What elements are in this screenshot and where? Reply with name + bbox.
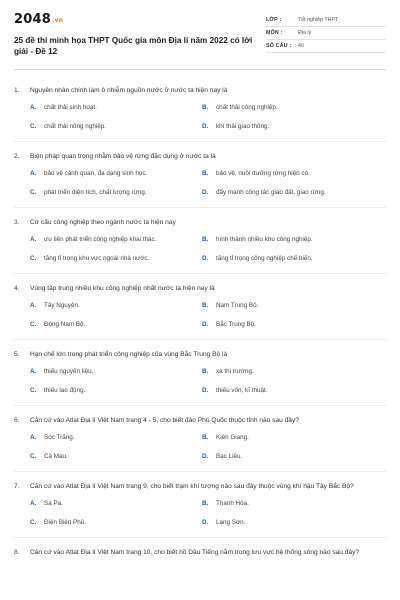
answer-option[interactable]: [30, 188, 202, 197]
question-number: 7.: [14, 483, 20, 490]
question-divider: [14, 141, 386, 142]
answer-option[interactable]: [30, 301, 202, 310]
question-number: 6.: [14, 417, 20, 424]
question-divider: [14, 471, 386, 472]
option-text: tăng tỉ trọng khu vực ngoài nhà nước.: [44, 255, 150, 262]
option-text: Lạng Sơn.: [216, 519, 246, 526]
question-divider: [14, 207, 386, 208]
option-text: Sóc Trăng.: [44, 434, 75, 441]
option-letter: A.: [30, 170, 37, 177]
option-letter: B.: [202, 104, 209, 111]
meta-table: [266, 14, 386, 69]
question-item: [14, 218, 386, 274]
answer-options: [14, 103, 386, 131]
option-text: thiếu vốn, kĩ thuật.: [216, 387, 268, 394]
answer-option[interactable]: [202, 169, 374, 178]
option-letter: C.: [30, 387, 37, 394]
meta-label: SỐ CÂU :: [266, 43, 292, 49]
option-text: Kiên Giang.: [216, 434, 249, 441]
meta-value: Tốt nghiệp THPT: [298, 17, 339, 23]
meta-label: LỚP :: [266, 17, 282, 23]
answer-option[interactable]: [30, 367, 202, 376]
logo-text: 2048: [14, 12, 51, 27]
option-text: đẩy mạnh công tác giao đất, giao rừng.: [216, 189, 326, 196]
answer-option[interactable]: [202, 433, 374, 442]
question-divider: [14, 339, 386, 340]
question-item: [14, 86, 386, 142]
option-letter: B.: [202, 500, 209, 507]
answer-option[interactable]: [202, 320, 374, 329]
option-letter: A.: [30, 368, 37, 375]
answer-options: [14, 235, 386, 263]
header-left: [14, 12, 264, 69]
option-text: chất thải sinh hoạt.: [44, 104, 97, 111]
question-text: Vùng tập trung nhiều khu công nghiệp nhất nước ta hiện nay là: [30, 285, 215, 292]
option-letter: A.: [30, 500, 37, 507]
option-letter: C.: [30, 189, 37, 196]
question-item: [14, 416, 386, 472]
page-header: [14, 0, 386, 70]
option-text: bảo vệ, nuôi dưỡng rừng hiện có.: [216, 170, 310, 177]
option-text: thiếu nguyên liệu.: [44, 368, 94, 375]
answer-options: [14, 433, 386, 461]
answer-option[interactable]: [202, 122, 374, 131]
answer-options: [14, 367, 386, 395]
question-item: [14, 548, 386, 558]
question-stem: [14, 152, 386, 162]
meta-value: 40: [298, 43, 304, 49]
question-text: Cơ cấu công nghiệp theo ngành nước ta hiện nay: [30, 219, 176, 226]
question-stem: [14, 86, 386, 96]
option-text: Điện Biên Phủ.: [44, 519, 87, 526]
answer-option[interactable]: [202, 452, 374, 461]
answer-option[interactable]: [202, 235, 374, 244]
option-letter: D.: [202, 387, 209, 394]
question-number: 4.: [14, 285, 20, 292]
answer-option[interactable]: [202, 386, 374, 395]
question-item: [14, 284, 386, 340]
answer-option[interactable]: [30, 254, 202, 263]
document-title: 25 đề thi minh họa THPT Quốc gia môn Địa lí năm 2022 có lời giải - Đề 12: [14, 36, 253, 56]
question-number: 3.: [14, 219, 20, 226]
option-letter: A.: [30, 236, 37, 243]
logo-suffix: .vn: [51, 17, 64, 24]
question-stem: [14, 350, 386, 360]
option-letter: A.: [30, 104, 37, 111]
option-text: Đông Nam Bộ.: [44, 321, 86, 328]
option-letter: B.: [202, 302, 209, 309]
meta-row: [266, 27, 386, 40]
option-letter: B.: [202, 368, 209, 375]
question-divider: [14, 537, 386, 538]
answer-options: [14, 169, 386, 197]
option-letter: B.: [202, 170, 209, 177]
meta-value: Địa lý: [298, 30, 312, 36]
question-number: 8.: [14, 549, 20, 556]
option-letter: C.: [30, 453, 37, 460]
answer-option[interactable]: [30, 235, 202, 244]
answer-option[interactable]: [30, 386, 202, 395]
answer-option[interactable]: [202, 518, 374, 527]
answer-option[interactable]: [202, 367, 374, 376]
answer-options: [14, 499, 386, 527]
answer-option[interactable]: [202, 254, 374, 263]
question-item: [14, 482, 386, 538]
option-letter: D.: [202, 189, 209, 196]
option-text: xa thị trường.: [216, 368, 254, 375]
option-text: phát triển diện tích, chất lượng rừng.: [44, 189, 147, 196]
option-text: chất thải công nghiệp.: [216, 104, 278, 111]
site-logo[interactable]: [14, 12, 264, 27]
answer-option[interactable]: [202, 188, 374, 197]
question-list: [14, 70, 386, 558]
answer-option[interactable]: [30, 103, 202, 112]
question-text: Căn cứ vào Atlat Địa lí Việt Nam trang 9, cho biết trạm khí tượng nào sau đây thuộc vùng khí hậu Tây Bắc Bộ?: [30, 483, 354, 490]
option-letter: A.: [30, 434, 37, 441]
question-stem: [14, 482, 386, 492]
question-text: Căn cứ vào Atlat Địa lí Việt Nam trang 10, cho biết hồ Dầu Tiếng nằm trong lưu vực hệ thống sông nào sau đây?: [30, 549, 360, 556]
question-text: Hạn chế lớn trong phát triển công nghiệp của vùng Bắc Trung Bộ là: [30, 351, 228, 358]
option-letter: D.: [202, 519, 209, 526]
option-letter: B.: [202, 236, 209, 243]
option-letter: D.: [202, 255, 209, 262]
question-number: 2.: [14, 153, 20, 160]
option-text: Nam Trung Bộ.: [216, 302, 259, 309]
option-letter: C.: [30, 321, 37, 328]
option-text: Cà Mau.: [44, 453, 68, 460]
option-text: hình thành nhiều khu công nghiệp.: [216, 236, 313, 243]
option-text: ưu tiên phát triển công nghiệp khai thác.: [44, 236, 157, 243]
option-letter: C.: [30, 123, 37, 130]
question-item: [14, 350, 386, 406]
answer-option[interactable]: [202, 103, 374, 112]
answer-option[interactable]: [30, 169, 202, 178]
meta-row: [266, 40, 386, 53]
answer-option[interactable]: [30, 122, 202, 131]
option-letter: D.: [202, 321, 209, 328]
option-text: Bắc Trung Bộ.: [216, 321, 256, 328]
question-text: Nguyên nhân chính làm ô nhiễm nguồn nước ở nước ta hiện nay là: [30, 87, 228, 94]
option-text: khí thải giao thông.: [216, 123, 270, 130]
question-text: Biện pháp quan trọng nhằm bảo vệ rừng đặc dụng ở nước ta là: [30, 153, 216, 160]
option-text: Sa Pa.: [44, 500, 63, 507]
option-text: Thanh Hóa.: [216, 500, 249, 507]
option-letter: C.: [30, 255, 37, 262]
question-number: 5.: [14, 351, 20, 358]
question-stem: [14, 548, 386, 558]
question-divider: [14, 273, 386, 274]
option-text: bảo vệ cảnh quan, đa dạng sinh học.: [44, 170, 148, 177]
option-letter: D.: [202, 123, 209, 130]
question-stem: [14, 284, 386, 294]
question-stem: [14, 416, 386, 426]
option-text: tăng tỉ trọng công nghiệp chế biến.: [216, 255, 313, 262]
answer-option[interactable]: [30, 433, 202, 442]
option-text: chất thải nông nghiệp.: [44, 123, 106, 130]
meta-row: [266, 14, 386, 27]
answer-options: [14, 301, 386, 329]
option-letter: B.: [202, 434, 209, 441]
option-letter: C.: [30, 519, 37, 526]
option-letter: D.: [202, 453, 209, 460]
meta-label: MÔN :: [266, 30, 283, 36]
question-text: Căn cứ vào Atlat Địa lí Việt Nam trang 4 - 5, cho biết đảo Phú Quốc thuộc tỉnh nào sau đây?: [30, 417, 299, 424]
answer-option[interactable]: [30, 518, 202, 527]
option-text: Tây Nguyên.: [44, 302, 80, 309]
question-stem: [14, 218, 386, 228]
option-letter: A.: [30, 302, 37, 309]
answer-option[interactable]: [30, 320, 202, 329]
answer-option[interactable]: [202, 301, 374, 310]
question-number: 1.: [14, 87, 20, 94]
option-text: thiếu lao động.: [44, 387, 86, 394]
question-divider: [14, 405, 386, 406]
option-text: Bạc Liêu.: [216, 453, 243, 460]
answer-option[interactable]: [30, 499, 202, 508]
question-item: [14, 152, 386, 208]
answer-option[interactable]: [30, 452, 202, 461]
answer-option[interactable]: [202, 499, 374, 508]
